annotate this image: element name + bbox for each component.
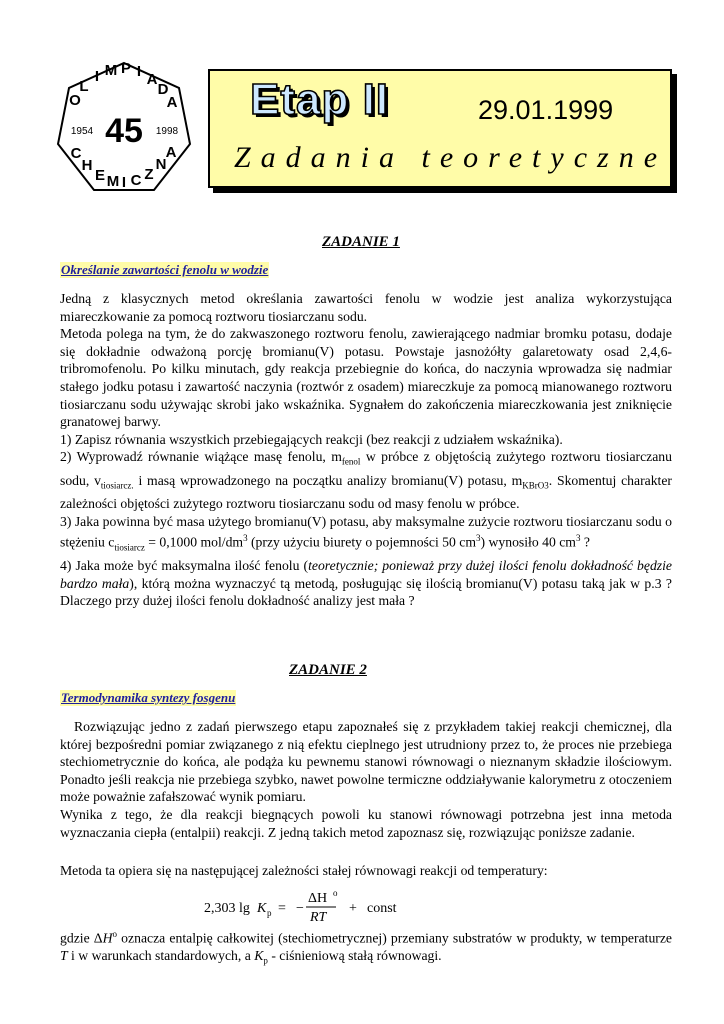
- logo-letter: A: [166, 94, 178, 111]
- logo-letter: E: [94, 167, 106, 184]
- task2-consequence: Wynika z tego, że dla reakcji biegnących powoli ku stanowi równowagi potrzebna jest inna metoda wyznaczania ciepła (entalpii) reakcji. Z jedną takich metod zapoznasz się, rozwiązując poniższe zadanie.: [60, 806, 672, 840]
- olympiad-logo: [56, 60, 192, 196]
- eq-equals: =: [278, 901, 286, 916]
- task2-intro: Rozwiązując jedno z zadań pierwszego etapu zapoznałeś się z przykładem takiej reakcji chemicznej, dla której bezpośredni pomiar związanego z nią efektu cieplnego jest utrudniony przez to, że proces nie przebiega stechiometrycznie do końca, ale podąża ku pewnemu stanowi równowagi o nieznanym składzie ilościowym. Ponadto jeśli reakcja nie przebiega szybko, nawet powolne termiczne oddziaływanie kalorymetru z otoczeniem może poważnie zafałszować wynik pomiaru.: [60, 719, 672, 805]
- logo-number: 45: [105, 112, 143, 150]
- logo-letter: P: [120, 60, 132, 77]
- equation: [204, 890, 444, 929]
- task1-heading: ZADANIE 1: [322, 234, 400, 250]
- logo-letter: C: [130, 172, 142, 189]
- eq-plus: +: [349, 901, 357, 916]
- logo-letter: A: [146, 71, 158, 88]
- logo-letter: A: [165, 144, 177, 161]
- banner-subtitle: Zadania teoretyczne: [234, 141, 668, 174]
- logo-letter: O: [69, 92, 81, 109]
- logo-letter: M: [106, 173, 120, 190]
- eq-numerator: ΔH: [308, 891, 328, 906]
- task1-question-3: 3) Jaka powinna być masa użytego bromianu(V) potasu, aby maksymalne zużycie roztworu tiosiarczanu sodu o stężeniu $c_{tiosiarcz} = 0,1000$ mol/$dm^3$ (przy użyciu biurety o pojemności 50 $cm^3$) wynosiło 40 $cm^3$ ?: [60, 513, 672, 553]
- task2-explanation: gdzie $\Delta H^o$ oznacza entalpię całkowitej (stechiometrycznej) przemiany substratów w produkty, w temperaturze T i w warunkach standardowych, a $K_p$ - ciśnieniową stałą równowagi.: [60, 929, 672, 966]
- task1-question-2: 2) Wyprowadź równanie wiążące masę fenolu, $m_{fenol}$ w próbce z objętością zużytego roztworu tiosiarczanu sodu, $v_{tiosiarcz.}$ i masą wprowadzonego na początku analizy bromianu(V) potasu, $m_{KBrO3}$. Skomentuj charakter zależności objętości zużytego roztworu tiosiarczanu sodu od masy fenolu w próbce.: [60, 449, 672, 511]
- logo-year-left: 1954: [70, 126, 94, 137]
- task2-heading: ZADANIE 2: [289, 662, 367, 678]
- eq-const: const: [367, 901, 397, 916]
- task1-question-4: 4) Jaka może być maksymalna ilość fenolu (teoretycznie; ponieważ przy dużej ilości fenolu dokładność będzie bardzo mała), którą można wyznaczyć tą metodą, posługując się ilością bromianu(V) potasu taką jak w p.3 ? Dlaczego przy dużej ilości fenolu dokładność analizy jest mała ?: [60, 558, 672, 609]
- eq-k: K: [257, 901, 267, 916]
- task2-topic: Termodynamika syntezy fosgenu: [61, 690, 236, 705]
- task1-intro: Jedną z klasycznych metod określania zawartości fenolu w wodzie jest analiza wykorzystująca miareczkowanie za pomocą roztworu tiosiarczanu sodu.: [60, 291, 672, 324]
- task1-body: [60, 290, 672, 610]
- logo-letter: I: [94, 68, 100, 85]
- logo-letter: Z: [144, 166, 154, 183]
- logo-year-right: 1998: [155, 126, 179, 137]
- logo-letter: H: [81, 157, 93, 174]
- logo-letter: N: [155, 156, 167, 173]
- logo-letter: M: [104, 62, 118, 79]
- task1-question-1: 1) Zapisz równania wszystkich przebiegających reakcji (bez reakcji z udziałem wskaźnika).: [60, 431, 563, 447]
- task2-body: [60, 718, 672, 841]
- eq-lhs: 2,303 lg: [204, 901, 250, 916]
- task2-method-line: Metoda ta opiera się na następującej zależności stałej równowagi reakcji od temperatury:: [60, 863, 548, 878]
- logo-letter: L: [79, 78, 89, 95]
- logo-letter: I: [121, 174, 127, 191]
- eq-k-sub: p: [267, 908, 272, 918]
- header-banner: [208, 69, 672, 188]
- task1-method: Metoda polega na tym, że do zakwaszonego roztworu fenolu, zawierającego nadmiar bromku potasu, dodaje się dokładnie odważoną porcję bromianu(V) potasu. Powstaje jasnożółty galaretowaty osad 2,4,6-tribromofenolu. Po kilku minutach, gdy reakcja przebiegnie do końca, do naczynia wprowadza się nadmiar stałego jodku potasu i zawartość naczynia (roztwór z osadem) miareczkuje za pomocą mianowanego roztworu tiosiarczanu sodu używając skrobi jako wskaźnika. Sygnałem do zakończenia miareczkowania jest zniknięcie granatowej barwy.: [60, 326, 672, 430]
- eq-denominator: RT: [310, 910, 327, 925]
- exam-date: 29.01.1999: [478, 95, 614, 125]
- logo-letter: D: [157, 81, 169, 98]
- logo-letter: I: [136, 63, 142, 80]
- eq-numerator-sup: o: [333, 888, 338, 898]
- logo-letter: C: [70, 145, 82, 162]
- stage-title: Etap II: [250, 75, 390, 124]
- eq-minus: −: [296, 901, 304, 916]
- task1-topic: Określanie zawartości fenolu w wodzie: [61, 262, 269, 277]
